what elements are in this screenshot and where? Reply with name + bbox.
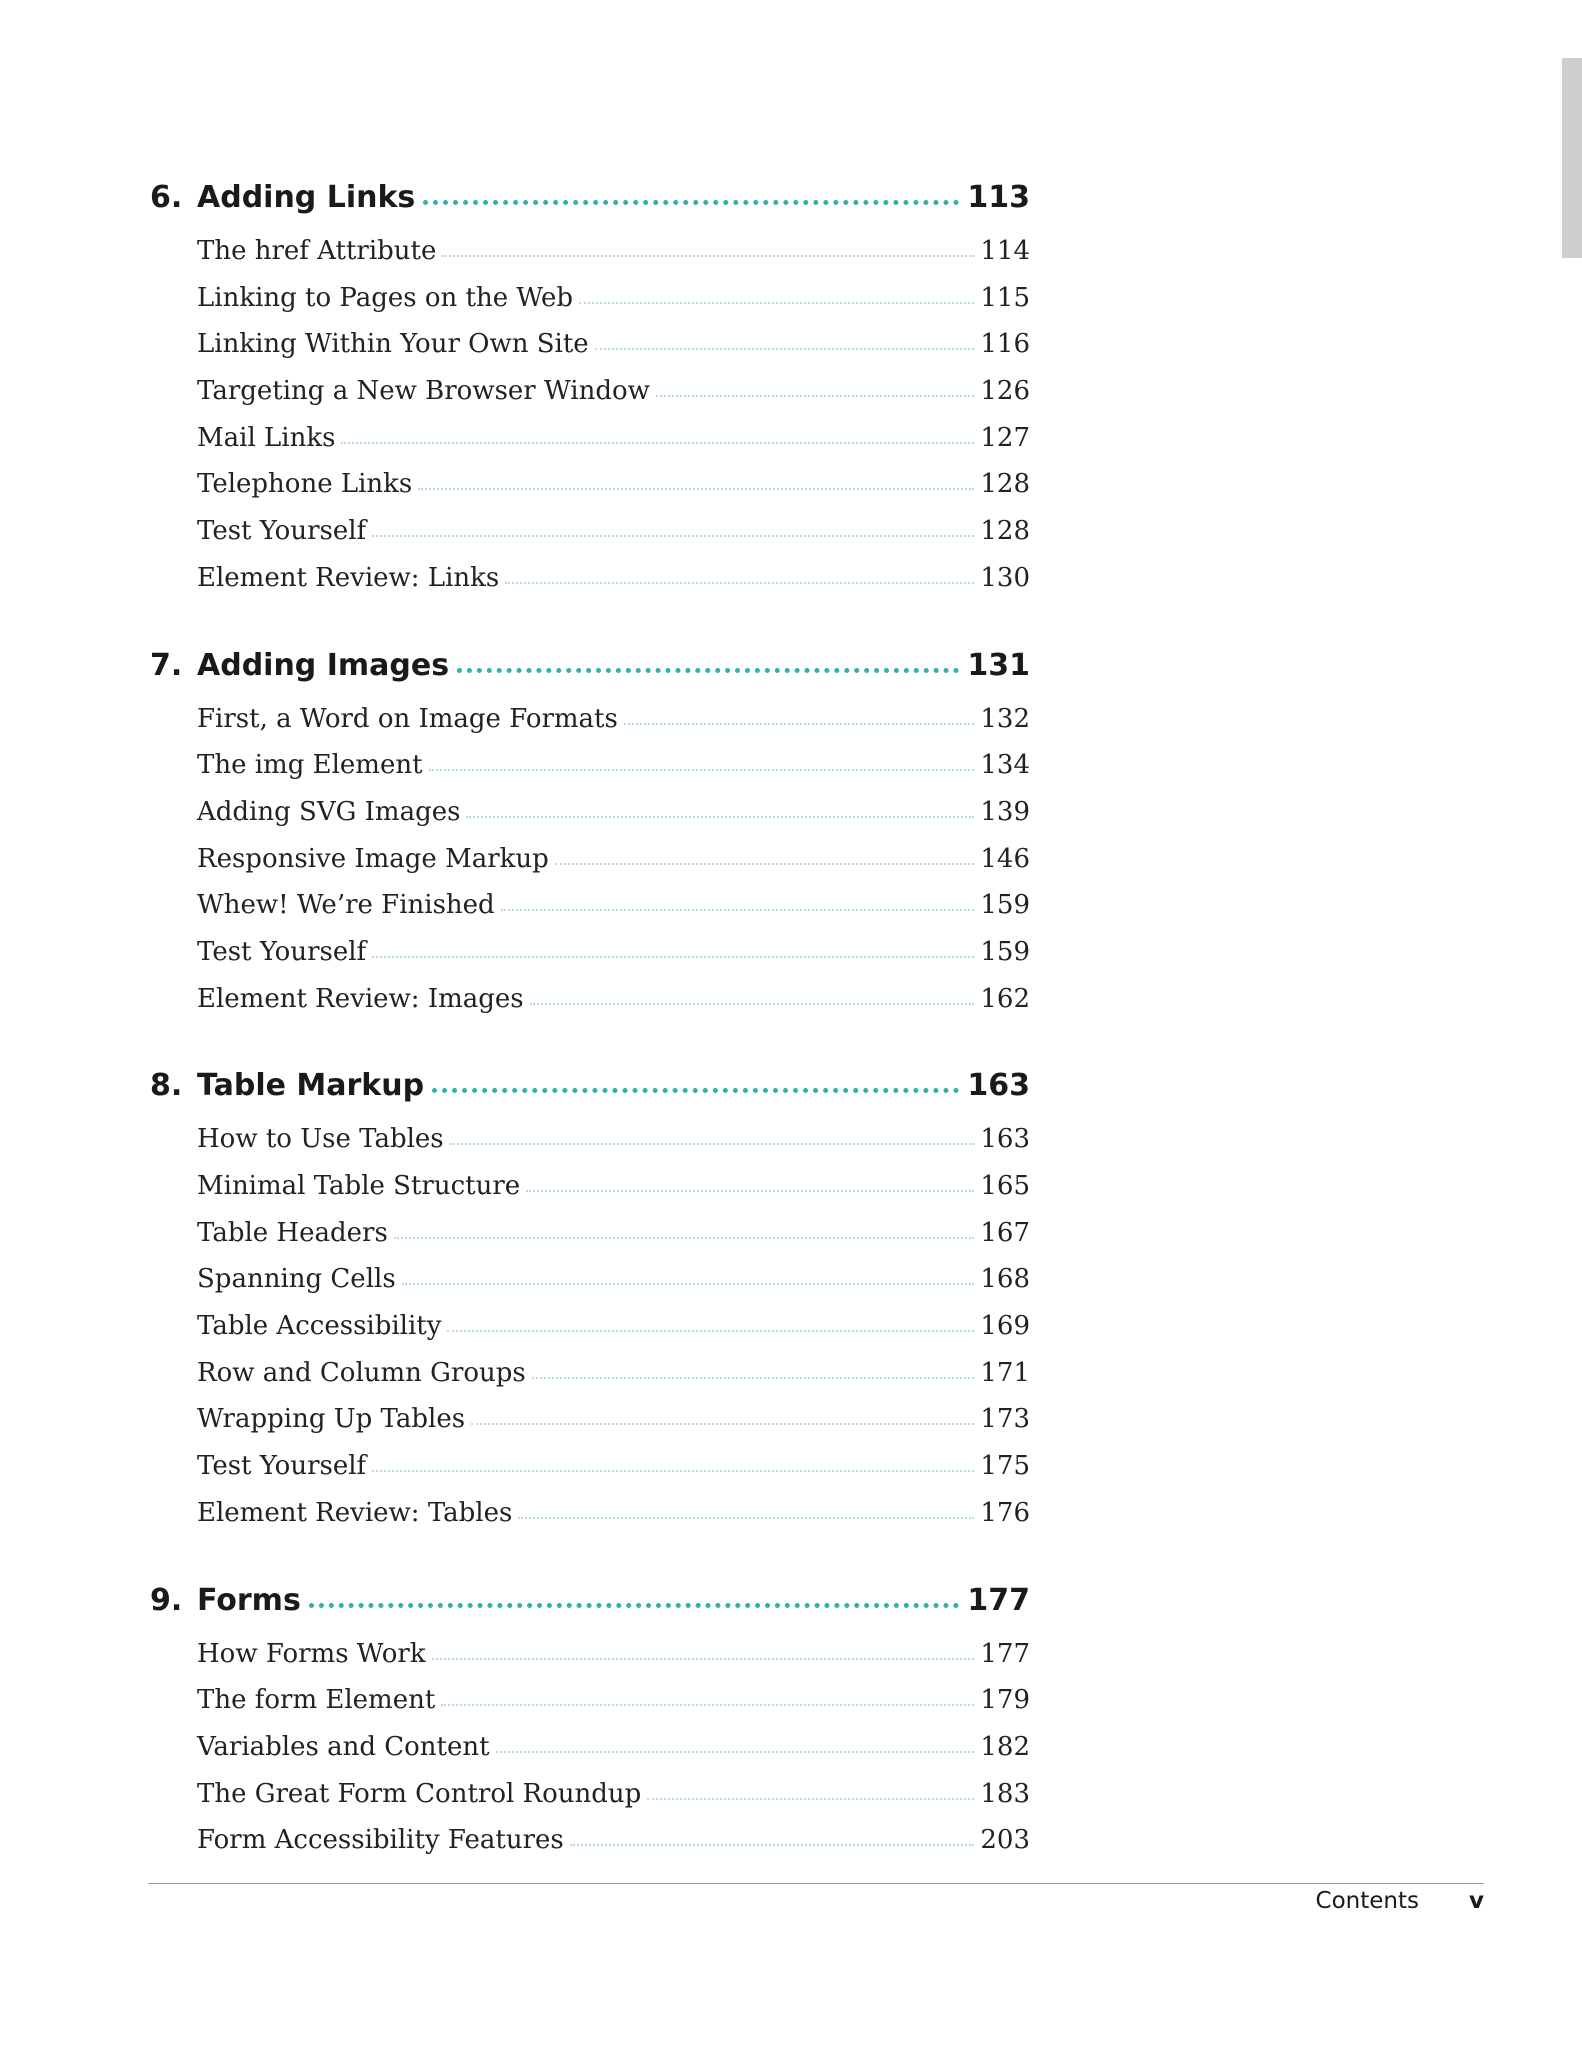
- toc-entry[interactable]: [197, 1639, 1030, 1686]
- chapter-section: [150, 180, 1030, 610]
- chapter-leader-dots: [432, 1088, 959, 1093]
- toc-entry-page-number: 176: [980, 1497, 1030, 1528]
- chapter-section: [150, 1068, 1030, 1544]
- toc-entry-page-number: 126: [980, 376, 1030, 407]
- toc-entry[interactable]: [197, 1264, 1030, 1311]
- toc-entry-title: Form Accessibility Features: [197, 1825, 564, 1856]
- toc-entry-page-number: 127: [980, 422, 1030, 453]
- toc-leader-dots: [341, 442, 974, 444]
- toc-entry-page-number: 168: [980, 1264, 1030, 1295]
- toc-entry-title: Adding SVG Images: [197, 796, 461, 827]
- toc-entry-title: How to Use Tables: [197, 1124, 444, 1155]
- toc-entry-page-number: 163: [980, 1124, 1030, 1155]
- toc-entry-page-number: 128: [980, 516, 1030, 547]
- chapter-section: [150, 648, 1030, 1031]
- toc-entry-title: How Forms Work: [197, 1638, 426, 1669]
- toc-entry-page-number: 139: [980, 796, 1030, 827]
- toc-leader-dots: [372, 535, 974, 537]
- toc-leader-dots: [442, 255, 974, 257]
- toc-leader-dots: [624, 723, 975, 725]
- toc-leader-dots: [450, 1143, 975, 1145]
- toc-entry[interactable]: [197, 984, 1030, 1031]
- toc-entry-page-number: 162: [980, 983, 1030, 1014]
- toc-entry[interactable]: [197, 937, 1030, 984]
- toc-entry-title: Telephone Links: [197, 469, 413, 500]
- toc-entry-title: Element Review: Images: [197, 983, 524, 1014]
- toc-entry-page-number: 167: [980, 1217, 1030, 1248]
- toc-entry[interactable]: [197, 1218, 1030, 1265]
- toc-leader-dots: [432, 1658, 975, 1660]
- chapter-heading[interactable]: [150, 1583, 1030, 1639]
- toc-entry-title: Element Review: Tables: [197, 1497, 513, 1528]
- toc-entry[interactable]: [197, 1311, 1030, 1358]
- toc-entry-title: Linking Within Your Own Site: [197, 329, 589, 360]
- toc-entry-title: Variables and Content: [197, 1731, 490, 1762]
- toc-entry-title: The img Element: [197, 750, 423, 781]
- toc-entry-page-number: 182: [980, 1731, 1030, 1762]
- toc-entry-page-number: 159: [980, 890, 1030, 921]
- chapter-leader-dots: [309, 1603, 960, 1608]
- toc-leader-dots: [505, 582, 974, 584]
- toc-leader-dots: [496, 1751, 975, 1753]
- toc-entry[interactable]: [197, 1685, 1030, 1732]
- toc-entry-title: Test Yourself: [197, 936, 367, 967]
- toc-entry-page-number: 128: [980, 469, 1030, 500]
- toc-entry-title: Test Yourself: [197, 516, 367, 547]
- page-edge-tab: [1562, 58, 1582, 258]
- chapter-number: 9.: [150, 1582, 183, 1618]
- footer-divider: [148, 1883, 1484, 1884]
- chapter-number: 6.: [150, 180, 183, 215]
- toc-entry-page-number: 115: [980, 282, 1030, 313]
- chapter-leader-dots: [423, 200, 959, 205]
- toc-entry[interactable]: [197, 376, 1030, 423]
- toc-entry[interactable]: [197, 283, 1030, 330]
- page-footer: [1316, 1888, 1484, 1914]
- toc-entry-title: Responsive Image Markup: [197, 843, 549, 874]
- toc-leader-dots: [466, 816, 974, 818]
- toc-entry[interactable]: [197, 1451, 1030, 1498]
- toc-entry-page-number: 173: [980, 1404, 1030, 1435]
- chapter-title: Adding Images: [197, 647, 450, 683]
- toc-leader-dots: [656, 395, 974, 397]
- toc-leader-dots: [595, 348, 975, 350]
- toc-entry-title: Mail Links: [197, 422, 336, 453]
- toc-entry-title: Linking to Pages on the Web: [197, 282, 574, 313]
- toc-entry[interactable]: [197, 469, 1030, 516]
- toc-entry[interactable]: [197, 890, 1030, 937]
- toc-entry-title: Minimal Table Structure: [197, 1171, 521, 1201]
- footer-section-label: Contents: [1315, 1888, 1419, 1914]
- toc-leader-dots: [471, 1423, 974, 1425]
- chapter-section: [150, 1583, 1030, 1872]
- toc-leader-dots: [418, 488, 974, 490]
- toc-leader-dots: [402, 1283, 975, 1285]
- toc-entry[interactable]: [197, 844, 1030, 891]
- toc-entry-title: Spanning Cells: [197, 1264, 396, 1295]
- chapter-heading[interactable]: [150, 180, 1030, 236]
- chapter-heading[interactable]: [150, 648, 1030, 704]
- toc-entry-page-number: 179: [980, 1685, 1030, 1716]
- chapter-title: Table Markup: [197, 1068, 425, 1104]
- chapter-page-number: 113: [967, 180, 1030, 215]
- toc-entry[interactable]: [197, 797, 1030, 844]
- chapter-page-number: 163: [967, 1068, 1030, 1104]
- toc-entry-title: Element Review: Links: [197, 562, 500, 593]
- chapter-entry-list: [197, 236, 1030, 610]
- toc-entry-page-number: 130: [980, 562, 1030, 593]
- toc-entry-title: Table Headers: [197, 1217, 388, 1248]
- toc-leader-dots: [394, 1237, 975, 1239]
- chapter-page-number: 131: [967, 647, 1030, 683]
- toc-entry-title: Table Accessibility: [197, 1311, 442, 1342]
- toc-entry-page-number: 132: [980, 703, 1030, 734]
- footer-page-number: v: [1469, 1888, 1484, 1914]
- toc-entry-title: Targeting a New Browser Window: [197, 376, 650, 407]
- toc-entry[interactable]: [197, 1124, 1030, 1171]
- toc-leader-dots: [555, 863, 975, 865]
- toc-entry[interactable]: [197, 704, 1030, 751]
- toc-entry-title: The href Attribute: [197, 236, 437, 266]
- toc-leader-dots: [447, 1330, 974, 1332]
- toc-entry[interactable]: [197, 1404, 1030, 1451]
- chapter-entry-list: [197, 704, 1030, 1031]
- toc-entry-page-number: 171: [980, 1357, 1030, 1388]
- toc-entry-title: First, a Word on Image Formats: [197, 703, 618, 734]
- toc-entry[interactable]: [197, 236, 1030, 283]
- table-of-contents: [150, 180, 1030, 1910]
- toc-entry-title: Wrapping Up Tables: [197, 1404, 466, 1435]
- toc-entry[interactable]: [197, 563, 1030, 610]
- toc-leader-dots: [372, 1470, 974, 1472]
- toc-entry-page-number: 169: [980, 1311, 1030, 1342]
- toc-entry[interactable]: [197, 1498, 1030, 1545]
- toc-entry-title: The form Element: [197, 1685, 436, 1716]
- toc-leader-dots: [429, 769, 975, 771]
- toc-entry-title: Test Yourself: [197, 1451, 367, 1482]
- toc-entry-title: The Great Form Control Roundup: [197, 1778, 642, 1809]
- toc-leader-dots: [647, 1798, 974, 1800]
- toc-entry[interactable]: [197, 423, 1030, 470]
- toc-entry[interactable]: [197, 1732, 1030, 1779]
- toc-entry-page-number: 134: [980, 750, 1030, 781]
- toc-leader-dots: [372, 956, 974, 958]
- chapter-number: 7.: [150, 647, 183, 683]
- toc-entry-page-number: 177: [980, 1638, 1030, 1669]
- toc-leader-dots: [530, 1003, 975, 1005]
- chapter-page-number: 177: [967, 1582, 1030, 1618]
- toc-entry-page-number: 159: [980, 936, 1030, 967]
- chapter-number: 8.: [150, 1068, 183, 1104]
- chapter-entry-list: [197, 1124, 1030, 1544]
- toc-entry-page-number: 165: [980, 1171, 1030, 1201]
- toc-entry-page-number: 146: [980, 843, 1030, 874]
- chapter-title: Forms: [197, 1582, 301, 1618]
- chapter-leader-dots: [457, 668, 959, 673]
- toc-entry-page-number: 183: [980, 1778, 1030, 1809]
- toc-leader-dots: [441, 1704, 974, 1706]
- toc-entry[interactable]: [197, 750, 1030, 797]
- toc-leader-dots: [518, 1517, 974, 1519]
- toc-entry-page-number: 114: [980, 236, 1030, 266]
- chapter-entry-list: [197, 1639, 1030, 1872]
- toc-leader-dots: [579, 302, 974, 304]
- toc-entry[interactable]: [197, 329, 1030, 376]
- toc-entry[interactable]: [197, 1779, 1030, 1826]
- toc-leader-dots: [570, 1844, 975, 1846]
- chapter-heading[interactable]: [150, 1068, 1030, 1124]
- toc-entry-title: Row and Column Groups: [197, 1357, 526, 1388]
- toc-leader-dots: [526, 1190, 974, 1192]
- toc-entry-page-number: 203: [980, 1825, 1030, 1856]
- toc-entry-title: Whew! We’re Finished: [197, 890, 495, 921]
- chapter-title: Adding Links: [197, 180, 416, 215]
- toc-entry[interactable]: [197, 516, 1030, 563]
- toc-leader-dots: [532, 1377, 975, 1379]
- toc-entry-page-number: 175: [980, 1451, 1030, 1482]
- toc-leader-dots: [501, 909, 975, 911]
- toc-entry[interactable]: [197, 1171, 1030, 1218]
- toc-entry-page-number: 116: [980, 329, 1030, 360]
- toc-entry[interactable]: [197, 1358, 1030, 1405]
- toc-entry[interactable]: [197, 1825, 1030, 1872]
